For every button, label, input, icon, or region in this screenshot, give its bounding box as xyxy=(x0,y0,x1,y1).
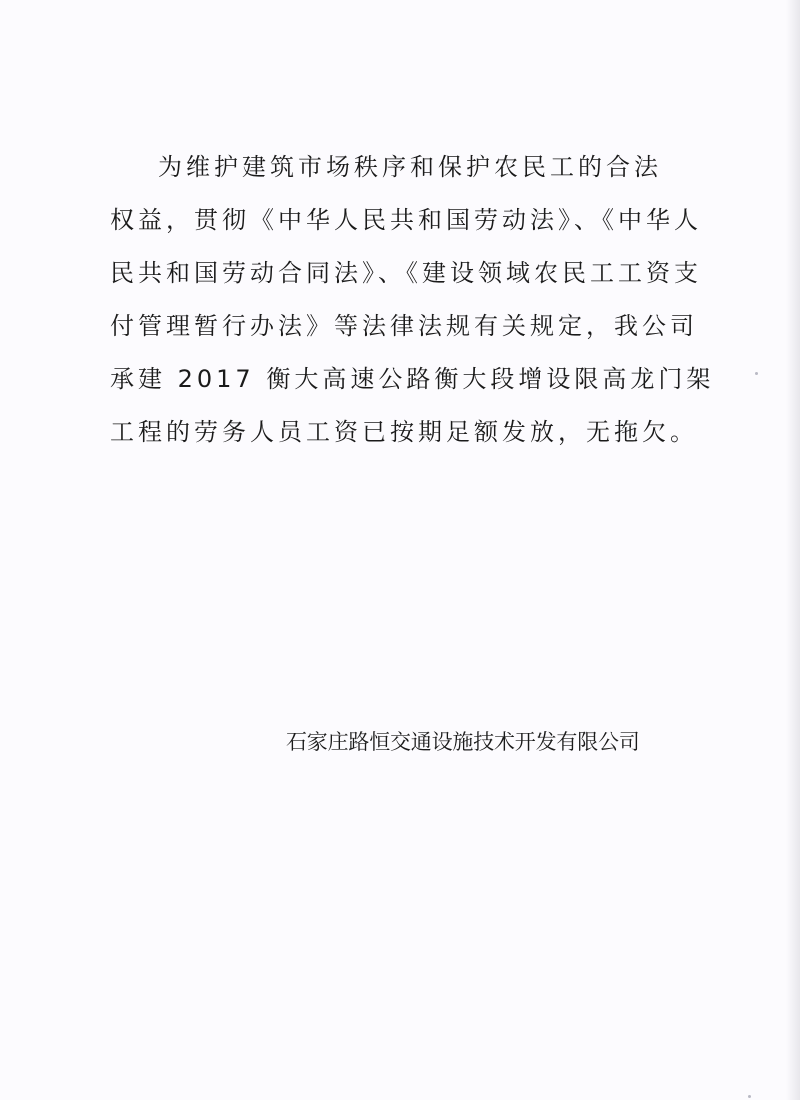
statement-paragraph xyxy=(0,0,800,460)
scan-edge-shadow xyxy=(786,0,800,1100)
paragraph-line-2: 权益，贯彻《中华人民共和国劳动法》、《中华人 xyxy=(110,206,702,234)
paragraph-line-3: 民共和国劳动合同法》、《建设领域农民工工资支 xyxy=(110,259,702,287)
paragraph-line-6: 工程的劳务人员工资已按期足额发放，无拖欠。 xyxy=(110,418,698,446)
paragraph-line-4: 付管理暂行办法》等法律法规有关规定，我公司 xyxy=(110,312,698,340)
paragraph-line-5: 承建 2017 衡大高速公路衡大段增设限高龙门架 xyxy=(110,365,715,393)
scan-speck xyxy=(755,372,758,375)
paragraph-line-1: 为维护建筑市场秩序和保护农民工的合法 xyxy=(158,153,662,181)
company-signature: 石家庄路恒交通设施技术开发有限公司 xyxy=(286,730,640,754)
scan-speck xyxy=(748,1095,751,1098)
